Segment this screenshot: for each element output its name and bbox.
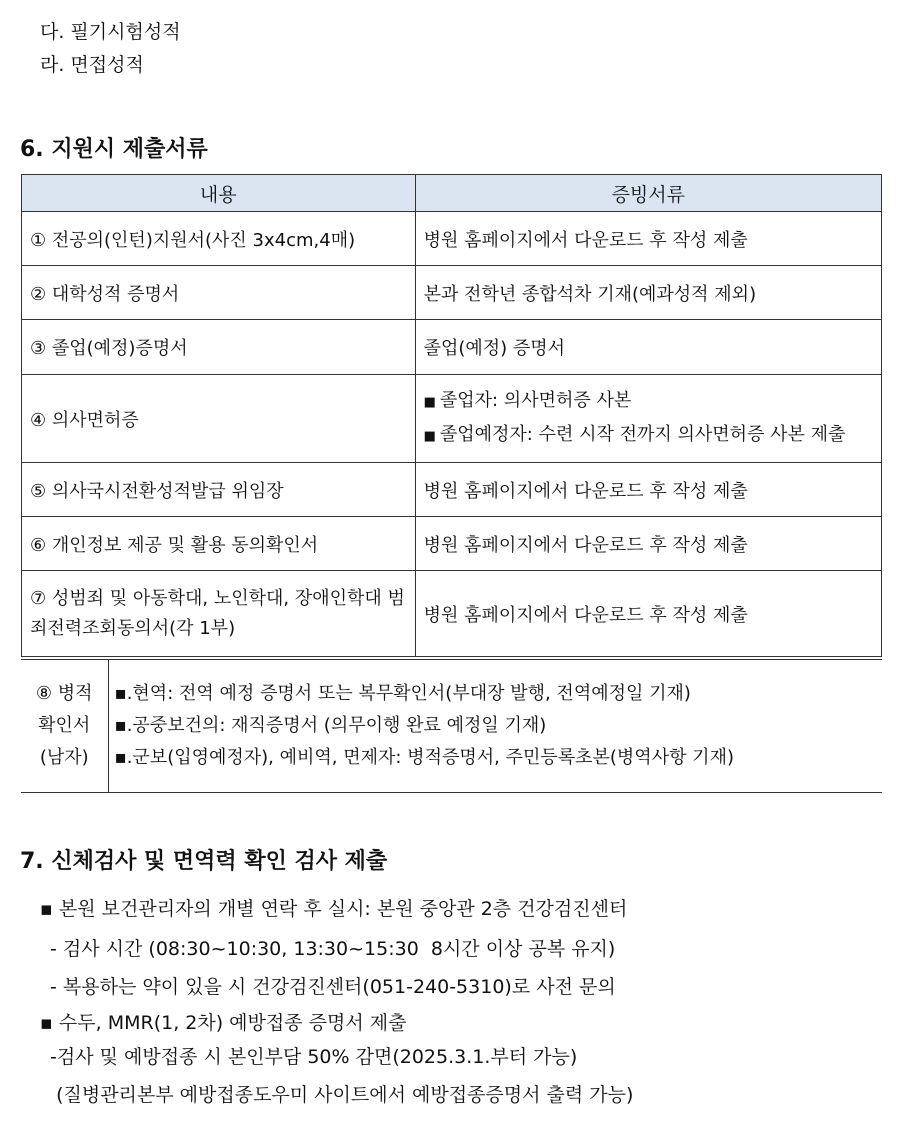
military-label	[21, 660, 108, 793]
table-row	[22, 463, 882, 517]
bullet-text: 졸업자: 의사면허증 사본	[439, 389, 632, 411]
military-row	[21, 660, 882, 793]
row-proof: 졸업(예정) 증명서	[415, 320, 881, 375]
section7-line: - 복용하는 약이 있을 시 건강검진센터(051-240-5310)로 사전 문의	[44, 976, 616, 998]
row-content: ① 전공의(인턴)지원서(사진 3x4cm,4매)	[22, 212, 416, 266]
bullet-item	[424, 419, 873, 453]
header-proof: 증빙서류	[415, 175, 881, 212]
row-proof: 병원 홈페이지에서 다운로드 후 작성 제출	[415, 212, 881, 266]
section7-title: 7. 신체검사 및 면역력 확인 검사 제출	[20, 849, 388, 874]
row-content: ⑦ 성범죄 및 아동학대, 노인학대, 장애인학대 범죄전력조회동의서(각 1부)	[22, 571, 416, 657]
table-row	[22, 571, 882, 657]
row-content: ② 대학성적 증명서	[22, 266, 416, 320]
military-label-line: ⑧ 병적	[35, 683, 93, 704]
table-row	[22, 266, 882, 320]
row-proof	[415, 375, 881, 463]
military-label-line: (남자)	[39, 747, 89, 768]
list-item-ra: 라. 면접성적	[40, 54, 144, 76]
documents-table	[21, 174, 882, 657]
row-proof: 병원 홈페이지에서 다운로드 후 작성 제출	[415, 571, 881, 657]
header-content: 내용	[22, 175, 416, 212]
bullet-item	[424, 385, 873, 419]
square-bullet-icon: ■	[423, 394, 436, 410]
military-table	[21, 659, 882, 793]
military-item: ▪.공중보건의: 재직증명서 (의무이행 완료 예정일 기재)	[114, 715, 547, 736]
military-item: ▪.현역: 전역 예정 증명서 또는 복무확인서(부대장 발행, 전역예정일 기재)	[114, 683, 691, 704]
row-content: ③ 졸업(예정)증명서	[22, 320, 416, 375]
row-content: ⑤ 의사국시전환성적발급 위임장	[22, 463, 416, 517]
table-row	[22, 375, 882, 463]
square-bullet-icon: ■	[423, 428, 436, 444]
section7-line: ▪ 본원 보건관리자의 개별 연락 후 실시: 본원 중앙관 2층 건강검진센터	[40, 898, 628, 920]
section7-line: ▪ 수두, MMR(1, 2차) 예방접종 증명서 제출	[40, 1012, 407, 1034]
section7-line: -검사 및 예방접종 시 본인부담 50% 감면(2025.3.1.부터 가능)	[44, 1046, 578, 1068]
military-item: ▪.군보(입영예정자), 예비역, 면제자: 병적증명서, 주민등록초본(병역사항 기재)	[114, 747, 734, 768]
row-proof: 본과 전학년 종합석차 기재(예과성적 제외)	[415, 266, 881, 320]
row-content: ④ 의사면허증	[22, 375, 416, 463]
section7-line: - 검사 시간 (08:30~10:30, 13:30~15:30 8시간 이상 공복 유지)	[44, 938, 616, 960]
section6-title: 6. 지원시 제출서류	[20, 137, 208, 162]
row-proof: 병원 홈페이지에서 다운로드 후 작성 제출	[415, 517, 881, 571]
table-row	[22, 212, 882, 266]
row-content: ⑥ 개인정보 제공 및 활용 동의확인서	[22, 517, 416, 571]
row-proof: 병원 홈페이지에서 다운로드 후 작성 제출	[415, 463, 881, 517]
table-row	[22, 517, 882, 571]
military-items	[108, 660, 882, 793]
list-item-da: 다. 필기시험성적	[40, 21, 181, 43]
table-header-row	[22, 175, 882, 212]
table-row	[22, 320, 882, 375]
bullet-text: 졸업예정자: 수련 시작 전까지 의사면허증 사본 제출	[439, 423, 846, 445]
section7-line: (질병관리본부 예방접종도우미 사이트에서 예방접종증명서 출력 가능)	[44, 1084, 634, 1106]
military-label-line: 확인서	[38, 715, 91, 736]
